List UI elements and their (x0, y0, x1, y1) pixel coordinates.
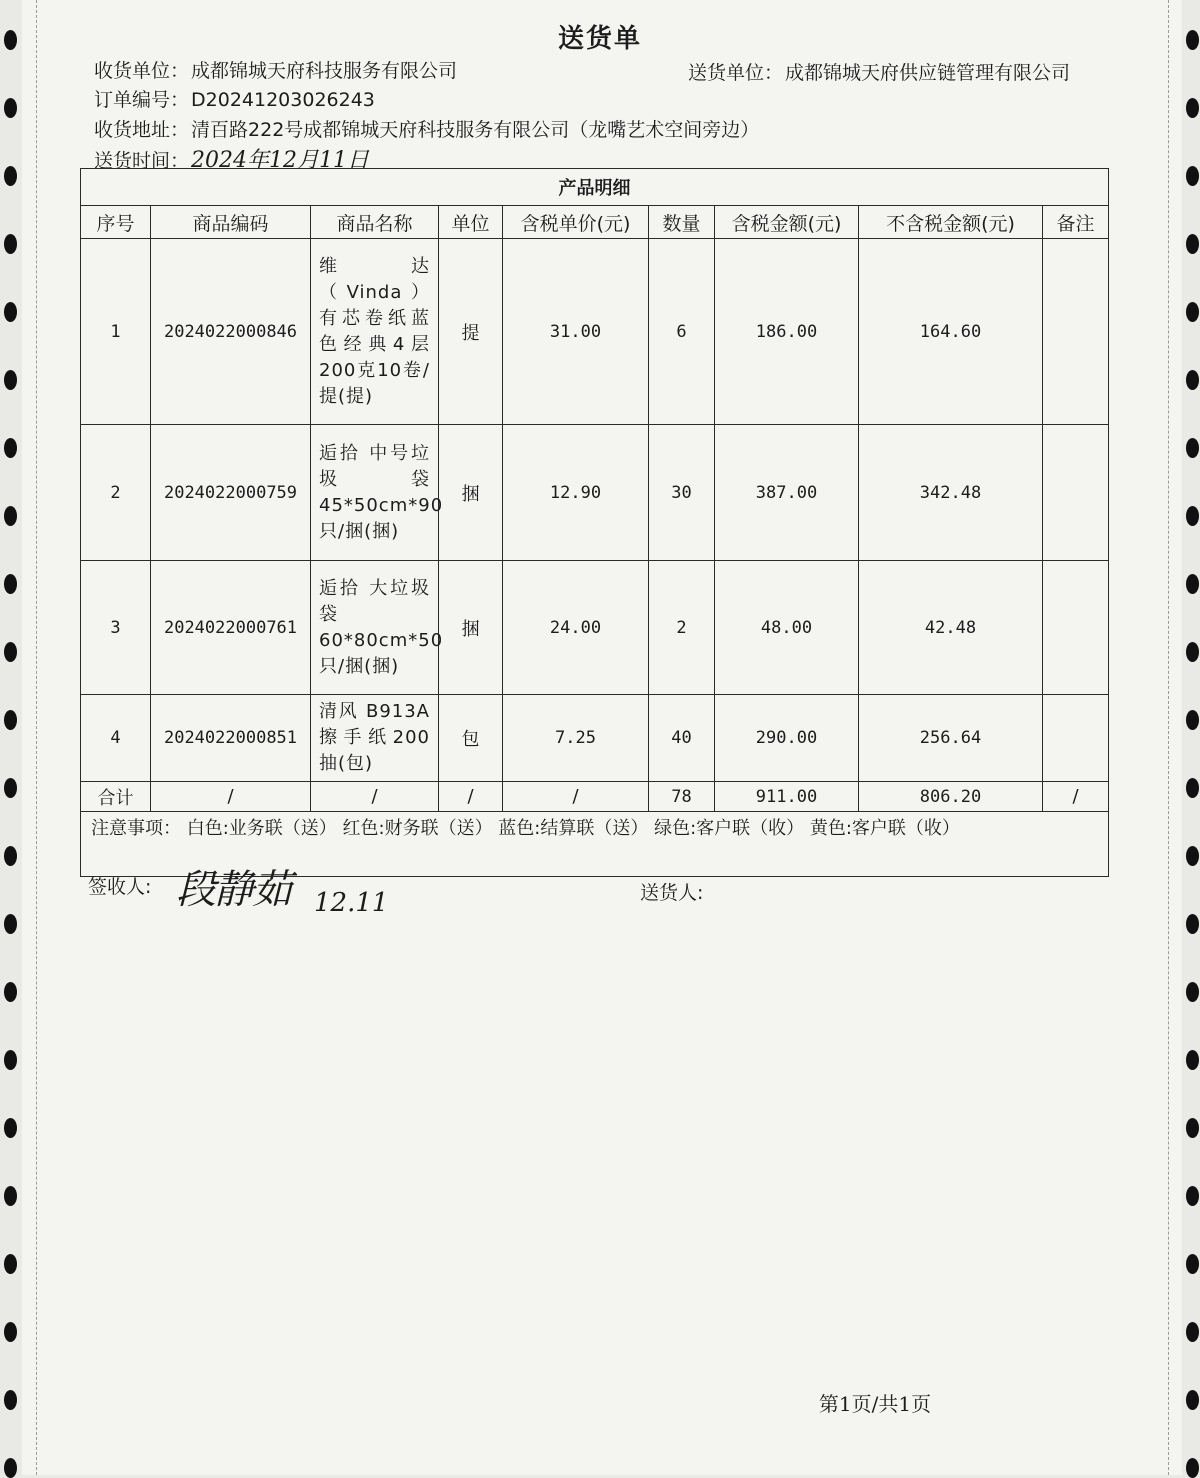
row-amount: 48.00 (715, 561, 859, 695)
row-qty: 40 (649, 695, 715, 782)
tractor-hole (4, 846, 17, 866)
header-name: 商品名称 (311, 206, 439, 239)
tractor-hole (1186, 370, 1199, 390)
tractor-hole (4, 506, 17, 526)
row-name: 逅拾 中号垃圾袋45*50cm*90只/捆(捆) (311, 425, 439, 561)
tractor-hole (1186, 1254, 1199, 1274)
address-field (94, 115, 759, 142)
order-label: 订单编号： (94, 89, 190, 111)
tractor-hole (1186, 778, 1199, 798)
row-qty: 6 (649, 239, 715, 425)
tractor-hole (1186, 438, 1199, 458)
tractor-hole (1186, 574, 1199, 594)
tractor-hole (1186, 302, 1199, 322)
row-net-amount: 42.48 (859, 561, 1043, 695)
tractor-hole (1186, 914, 1199, 934)
tractor-hole (1186, 1322, 1199, 1342)
tractor-hole (1186, 1050, 1199, 1070)
total-label: 合计 (81, 782, 151, 812)
tractor-hole (4, 438, 17, 458)
tractor-hole (1186, 166, 1199, 186)
address-value: 清百路222号成都锦城天府科技服务有限公司（龙嘴艺术空间旁边） (191, 119, 760, 141)
row-name: 清风 B913A擦手纸200抽(包) (311, 695, 439, 782)
document-title: 送货单 (557, 24, 642, 54)
delivery-time-value: 2024年12月11日 (191, 148, 369, 173)
tractor-hole (4, 370, 17, 390)
header-unit: 单位 (439, 206, 503, 239)
header-code: 商品编码 (151, 206, 311, 239)
tractor-hole (4, 982, 17, 1002)
total-net-amount: 806.20 (859, 782, 1043, 812)
header-price: 含税单价(元) (503, 206, 649, 239)
row-code: 2024022000846 (151, 239, 311, 425)
tractor-hole (4, 1050, 17, 1070)
table-row (81, 425, 1109, 561)
tractor-hole (1186, 710, 1199, 730)
tractor-hole (4, 1254, 17, 1274)
sender-value: 成都锦城天府供应链管理有限公司 (785, 62, 1071, 84)
tractor-hole (4, 914, 17, 934)
row-unit: 捆 (439, 561, 503, 695)
row-no: 2 (81, 425, 151, 561)
table-header-row (81, 206, 1109, 239)
order-field (94, 85, 375, 112)
header-note: 备注 (1043, 206, 1109, 239)
row-amount: 290.00 (715, 695, 859, 782)
row-qty: 2 (649, 561, 715, 695)
row-unit: 提 (439, 239, 503, 425)
delivery-time-label: 送货时间： (94, 150, 190, 172)
table-total-row (81, 782, 1109, 812)
row-note (1043, 695, 1109, 782)
address-label: 收货地址： (94, 119, 190, 141)
row-unit: 捆 (439, 425, 503, 561)
sender-field (688, 58, 1070, 85)
total-unit: / (439, 782, 503, 812)
row-name: 维达（Vinda）有芯卷纸蓝色经典4层200克10卷/提(提) (311, 239, 439, 425)
product-detail-table (80, 168, 1109, 877)
page-indicator: 第1页/共1页 (818, 1392, 932, 1416)
signer-date: 12.11 (314, 888, 389, 918)
total-amount: 911.00 (715, 782, 859, 812)
total-note: / (1043, 782, 1109, 812)
row-net-amount: 256.64 (859, 695, 1043, 782)
order-number: D20241203026243 (191, 89, 375, 111)
table-row (81, 695, 1109, 782)
tractor-hole (1186, 98, 1199, 118)
table-row (81, 561, 1109, 695)
row-no: 1 (81, 239, 151, 425)
receiver-field (94, 56, 457, 83)
right-perforation-line (1168, 0, 1170, 1475)
deliverer-label: 送货人: (640, 882, 704, 904)
total-code: / (151, 782, 311, 812)
total-qty: 78 (649, 782, 715, 812)
tractor-hole (4, 778, 17, 798)
row-code: 2024022000761 (151, 561, 311, 695)
notice-text: 注意事项： 白色:业务联（送） 红色:财务联（送） 蓝色:结算联（送） 绿色:客户联（收） 黄色:客户联（收） (81, 812, 1109, 877)
row-note (1043, 425, 1109, 561)
row-no: 3 (81, 561, 151, 695)
signer-label: 签收人: (88, 876, 152, 898)
tractor-hole (1186, 234, 1199, 254)
row-price: 24.00 (503, 561, 649, 695)
row-note (1043, 239, 1109, 425)
header-qty: 数量 (649, 206, 715, 239)
tractor-hole (4, 1118, 17, 1138)
tractor-hole (1186, 1186, 1199, 1206)
left-perforation-line (36, 0, 38, 1475)
header-net-amount: 不含税金额(元) (859, 206, 1043, 239)
header-amount: 含税金额(元) (715, 206, 859, 239)
table-row (81, 239, 1109, 425)
row-name: 逅拾 大垃圾袋60*80cm*50只/捆(捆) (311, 561, 439, 695)
receiver-label: 收货单位： (94, 60, 190, 82)
tractor-hole (4, 1458, 17, 1478)
sender-label: 送货单位： (688, 62, 784, 84)
tractor-hole (1186, 506, 1199, 526)
row-price: 31.00 (503, 239, 649, 425)
tractor-hole (4, 642, 17, 662)
row-note (1043, 561, 1109, 695)
tractor-hole (4, 234, 17, 254)
row-net-amount: 164.60 (859, 239, 1043, 425)
row-unit: 包 (439, 695, 503, 782)
total-price: / (503, 782, 649, 812)
row-code: 2024022000851 (151, 695, 311, 782)
tractor-hole (4, 710, 17, 730)
tractor-hole (4, 1322, 17, 1342)
row-net-amount: 342.48 (859, 425, 1043, 561)
tractor-hole (4, 98, 17, 118)
row-amount: 186.00 (715, 239, 859, 425)
tractor-hole (1186, 1458, 1199, 1478)
row-amount: 387.00 (715, 425, 859, 561)
tractor-hole (1186, 1118, 1199, 1138)
table-section-title: 产品明细 (81, 169, 1109, 206)
row-code: 2024022000759 (151, 425, 311, 561)
tractor-hole (1186, 982, 1199, 1002)
tractor-hole (1186, 846, 1199, 866)
total-name: / (311, 782, 439, 812)
tractor-hole (4, 166, 17, 186)
header-no: 序号 (81, 206, 151, 239)
row-qty: 30 (649, 425, 715, 561)
row-price: 7.25 (503, 695, 649, 782)
tractor-hole (4, 302, 17, 322)
tractor-hole (4, 1186, 17, 1206)
tractor-hole (1186, 642, 1199, 662)
tractor-hole (4, 574, 17, 594)
row-no: 4 (81, 695, 151, 782)
receiver-value: 成都锦城天府科技服务有限公司 (191, 60, 458, 82)
row-price: 12.90 (503, 425, 649, 561)
signer-signature: 段静茹 (176, 867, 290, 913)
